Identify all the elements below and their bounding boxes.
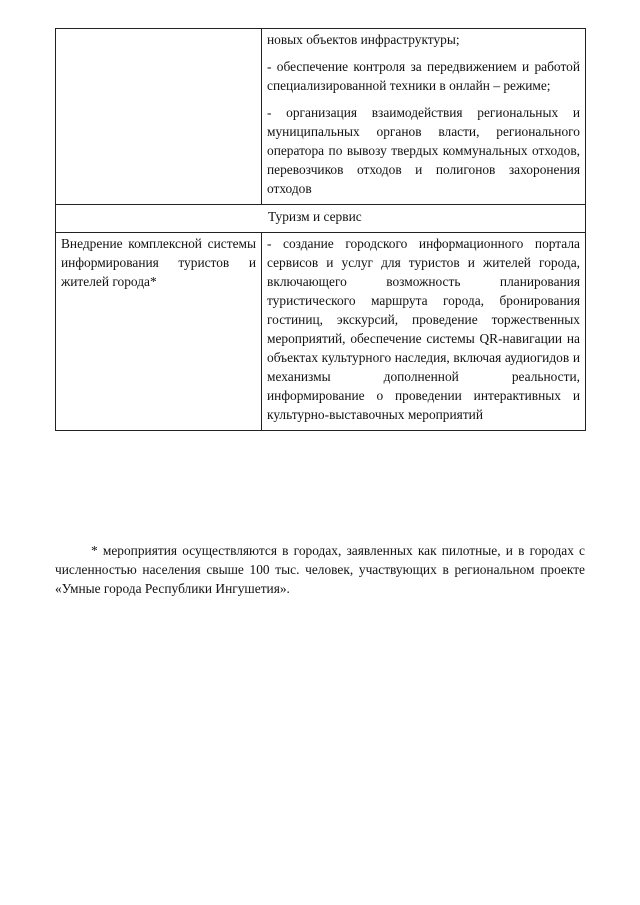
measure-paragraph-1: новых объектов инфраструктуры; bbox=[267, 32, 460, 47]
table-row-continued bbox=[56, 29, 586, 205]
tourism-measure-description: - создание городского информационного портала сервисов и услуг для туристов и жителей города, включающего возможность планирования туристического маршрута города, бронирования гостиниц, экскурсий, проведение торжественных мероприятий, обеспечение системы QR-навигации на объектах культурного наследия, включая аудиогидов и механизмы дополненной реальности, информирование о проведении интерактивных и культурно-выставочных мероприятий bbox=[267, 236, 580, 422]
measures-table bbox=[55, 28, 586, 431]
measure-paragraph-2: - обеспечение контроля за передвижением и работой специализированной техники в онлайн – режиме; bbox=[267, 59, 580, 93]
footnote: * мероприятия осуществляются в городах, заявленных как пилотные, и в городах с численностью населения свыше 100 тыс. человек, участвующих в региональном проекте «Умные города Республики Ингушетия». bbox=[55, 543, 585, 596]
tourism-measure-title: Внедрение комплексной системы информирования туристов и жителей города* bbox=[61, 236, 256, 289]
table-cell-left-empty bbox=[56, 29, 262, 205]
measure-paragraph-3: - организация взаимодействия региональных и муниципальных органов власти, регионального оператора по вывозу твердых коммунальных отходов, перевозчиков отходов и полигонов захоронения отходов bbox=[267, 105, 580, 196]
table-cell-tourism-description bbox=[262, 233, 586, 431]
section-title-tourism: Туризм и сервис bbox=[56, 205, 586, 233]
table-row-tourism bbox=[56, 233, 586, 431]
table-row-section-title bbox=[56, 205, 586, 233]
table-cell-tourism-title bbox=[56, 233, 262, 431]
table-cell-measures bbox=[262, 29, 586, 205]
